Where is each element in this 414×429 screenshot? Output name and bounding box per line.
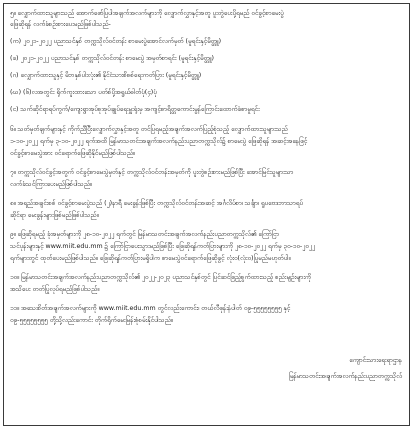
paragraph-6-line-3: ဝင်ခွင့်စာမေးပွဲအား ဝင်ရောက်ဖြေဆိုနိုင်မည်ဖြစ်ပါသည်။ — [10, 150, 135, 157]
paragraph-5-line-1: ၅။ လျှောက်ထားသူများသည် အောက်ဖော်ပြပါအချက်အလက်များကို လျှောက်လွှာနှင့်အတူ ပူးတွဲပေးပို့ရမည် ဝင်ခွင့်စာမေးပွဲ — [10, 10, 284, 17]
paragraph-11-line-2: ၀၉-၅၅၅၅၅၅၅၅ တို့သို့လည်းကောင်း တိုက်ရိုက်မေးမြန်းစုံစမ်းနိုင်ပါသည်။ — [10, 317, 173, 324]
list-item-ga: (ဂ) လျှောက်ထားသူနှင့် မိဘနှစ်ပါးလုံး၏ နိုင်ငံသားစိစစ်ရေးကတ်ပြား (မူရင်းနှင့်မိတ္တူ) — [10, 72, 202, 79]
paragraph-8-line-1: ၈။ အရည်အချင်းစစ် ဝင်ခွင့်စာမေးပွဲသည် (၂)နာရီ မေးခွန်းဖြစ်ပြီး တက္ကသိုလ်ဝင်တန်းအဆင့် အင်္ဂလိပ်စာ၊ သင်္ချာ၊ ရူပဗေဒဘာသာရပ် — [10, 200, 303, 207]
paragraph-10-line-1: ၁၀။ မြန်မာသတင်းအချက်အလက်နည်းပညာတက္ကသိုလ်၏ ၂၀၂၂-၂၀၂၃ ပညာသင်နှစ်တွင် ပြင်ဆင်ဖြည့်စွက်ထားသည့် စည်းမျဉ်းများကို — [10, 274, 311, 281]
paragraph-7-line-2: လက်ခံသင်ကြားပေးမည်ဖြစ်ပါသည်။ — [10, 181, 92, 188]
paragraph-6-line-2: ၁-၁၀-၂၀၂၂ ရက်မှ ၃-၁၀-၂၀၂၂ ရက်အထိ မြန်မာသတင်းအချက်အလက်နည်းပညာတက္ကသိုလ်၌ စာမေးပွဲ ဖြေဆိုရန် အဆင့်အနေဖြင့် — [10, 138, 308, 145]
list-item-ka: (က) ၂၀၂၁-၂၀၂၂ ပညာသင်နှစ် တက္ကသိုလ်ဝင်တန်း စာမေးပွဲအောင်လက်မှတ် (မူရင်းနှင့်မိတ္တူ) — [10, 38, 222, 45]
signature-department: ကျောင်းသားရေးရာဌာန — [349, 357, 402, 364]
list-item-kha: (ခ) ၂၀၂၁-၂၀၂၂ ပညာသင်နှစ် တက္ကသိုလ်ဝင်တန်း စာမေးပွဲ အမှတ်စာရင်း (မူရင်းနှင့်မိတ္တူ) — [10, 55, 214, 62]
paragraph-8-line-2: ဆိုင်ရာ မေးခွန်းများဖြစ်မည်ဖြစ်ပါသည်။ — [10, 212, 99, 219]
paragraph-11-line-1: ၁၁။ အသေးစိတ်အချက်အလက်များကို www.miit.edu.mm တွင်လည်းကောင်း၊ တယ်လီဖုန်းနံပါတ် ၀၉-၅၅၅၅၅၅၅၅ နှင့် — [10, 305, 291, 312]
paragraph-9-line-3: ရက်များတွင် ထုတ်ပေးမည်ဖြစ်ပါသည်။ ဖြေဆိုရန်ကတ်ပြားမရှိပါက စာမေးပွဲဝင်ရောက်ဖြေဆိုခွင့် လုံးဝ(လုံးဝ)ပြုမည်မဟုတ်ပါ။ — [10, 255, 291, 262]
list-item-gha: (ဃ) (၆)လအတွင်း ရိုက်ကူးထားသော ပတ်စ်ပို့အရွယ်ဓါတ်ပုံ(၄)ပုံ — [10, 89, 157, 96]
paragraph-9-line-1: ၉။ ဖြေဆိုရမည့် ခုံအမှတ်များကို ၂၈-၁၀-၂၀၂၂ ရက်တွင် မြန်မာသတင်းအချက်အလက်နည်းပညာတက္ကသိုလ်၏ ကြော်ငြာ — [10, 231, 279, 238]
list-item-nga: (င) သက်ဆိုင်ရာရပ်ကွက်/ကျေးရွာအုပ်စုအုပ်ချုပ်ရေးမှူးရုံးမှ အကျင့်စာရိတ္တကောင်းမွန်ကြောင်းထောက်ခံစာမူရင်း — [10, 106, 260, 113]
paragraph-7-line-1: ၇။ တက္ကသိုလ်ဝင်ခွင့်အတွက် ဝင်ခွင့်စာမေးပွဲမှတ်နှင့် တက္ကသိုလ်ဝင်တန်းအမှတ်ကို ပူးတွဲစဉ်းစားမည်ဖြစ်ပြီး အောင်မြင်သူများသာ — [10, 169, 294, 176]
signature-university: မြန်မာသတင်းအချက်အလက်နည်းပညာတက္ကသိုလ် — [288, 373, 402, 380]
paragraph-10-line-2: အသိပေး တတ်ပြုလုပ်ရမည်ဖြစ်ပါသည်။ — [10, 286, 100, 293]
paragraph-9-line-2: သင်ပုန်းများနှင့် www.miit.edu.mm ၌ ကြော်ငြာပေးသွားမည်ဖြစ်ပြီး ဖြေဆိုရန်ကတ်ပြားများကို ၂၈-၁၀-၂၀၂၂ ရက်မှ ၃၀-၁၀-၂၀၂၂ — [10, 243, 315, 250]
paragraph-6-line-1: ၆။ သတ်မှတ်ချက်များနှင့် ကိုက်ညီပြီးလျှောက်လွှာနှင့်အတူ တင်ပြရမည့်အချက်အလက်ပြည့်စုံသည့် လျှောက်ထားသူများသည် — [10, 126, 288, 133]
paragraph-5-line-2: ဖြေဆိုရန် လက်ခံစဉ်းစားပေးမည်ဖြစ်ပါသည်- — [10, 21, 111, 28]
